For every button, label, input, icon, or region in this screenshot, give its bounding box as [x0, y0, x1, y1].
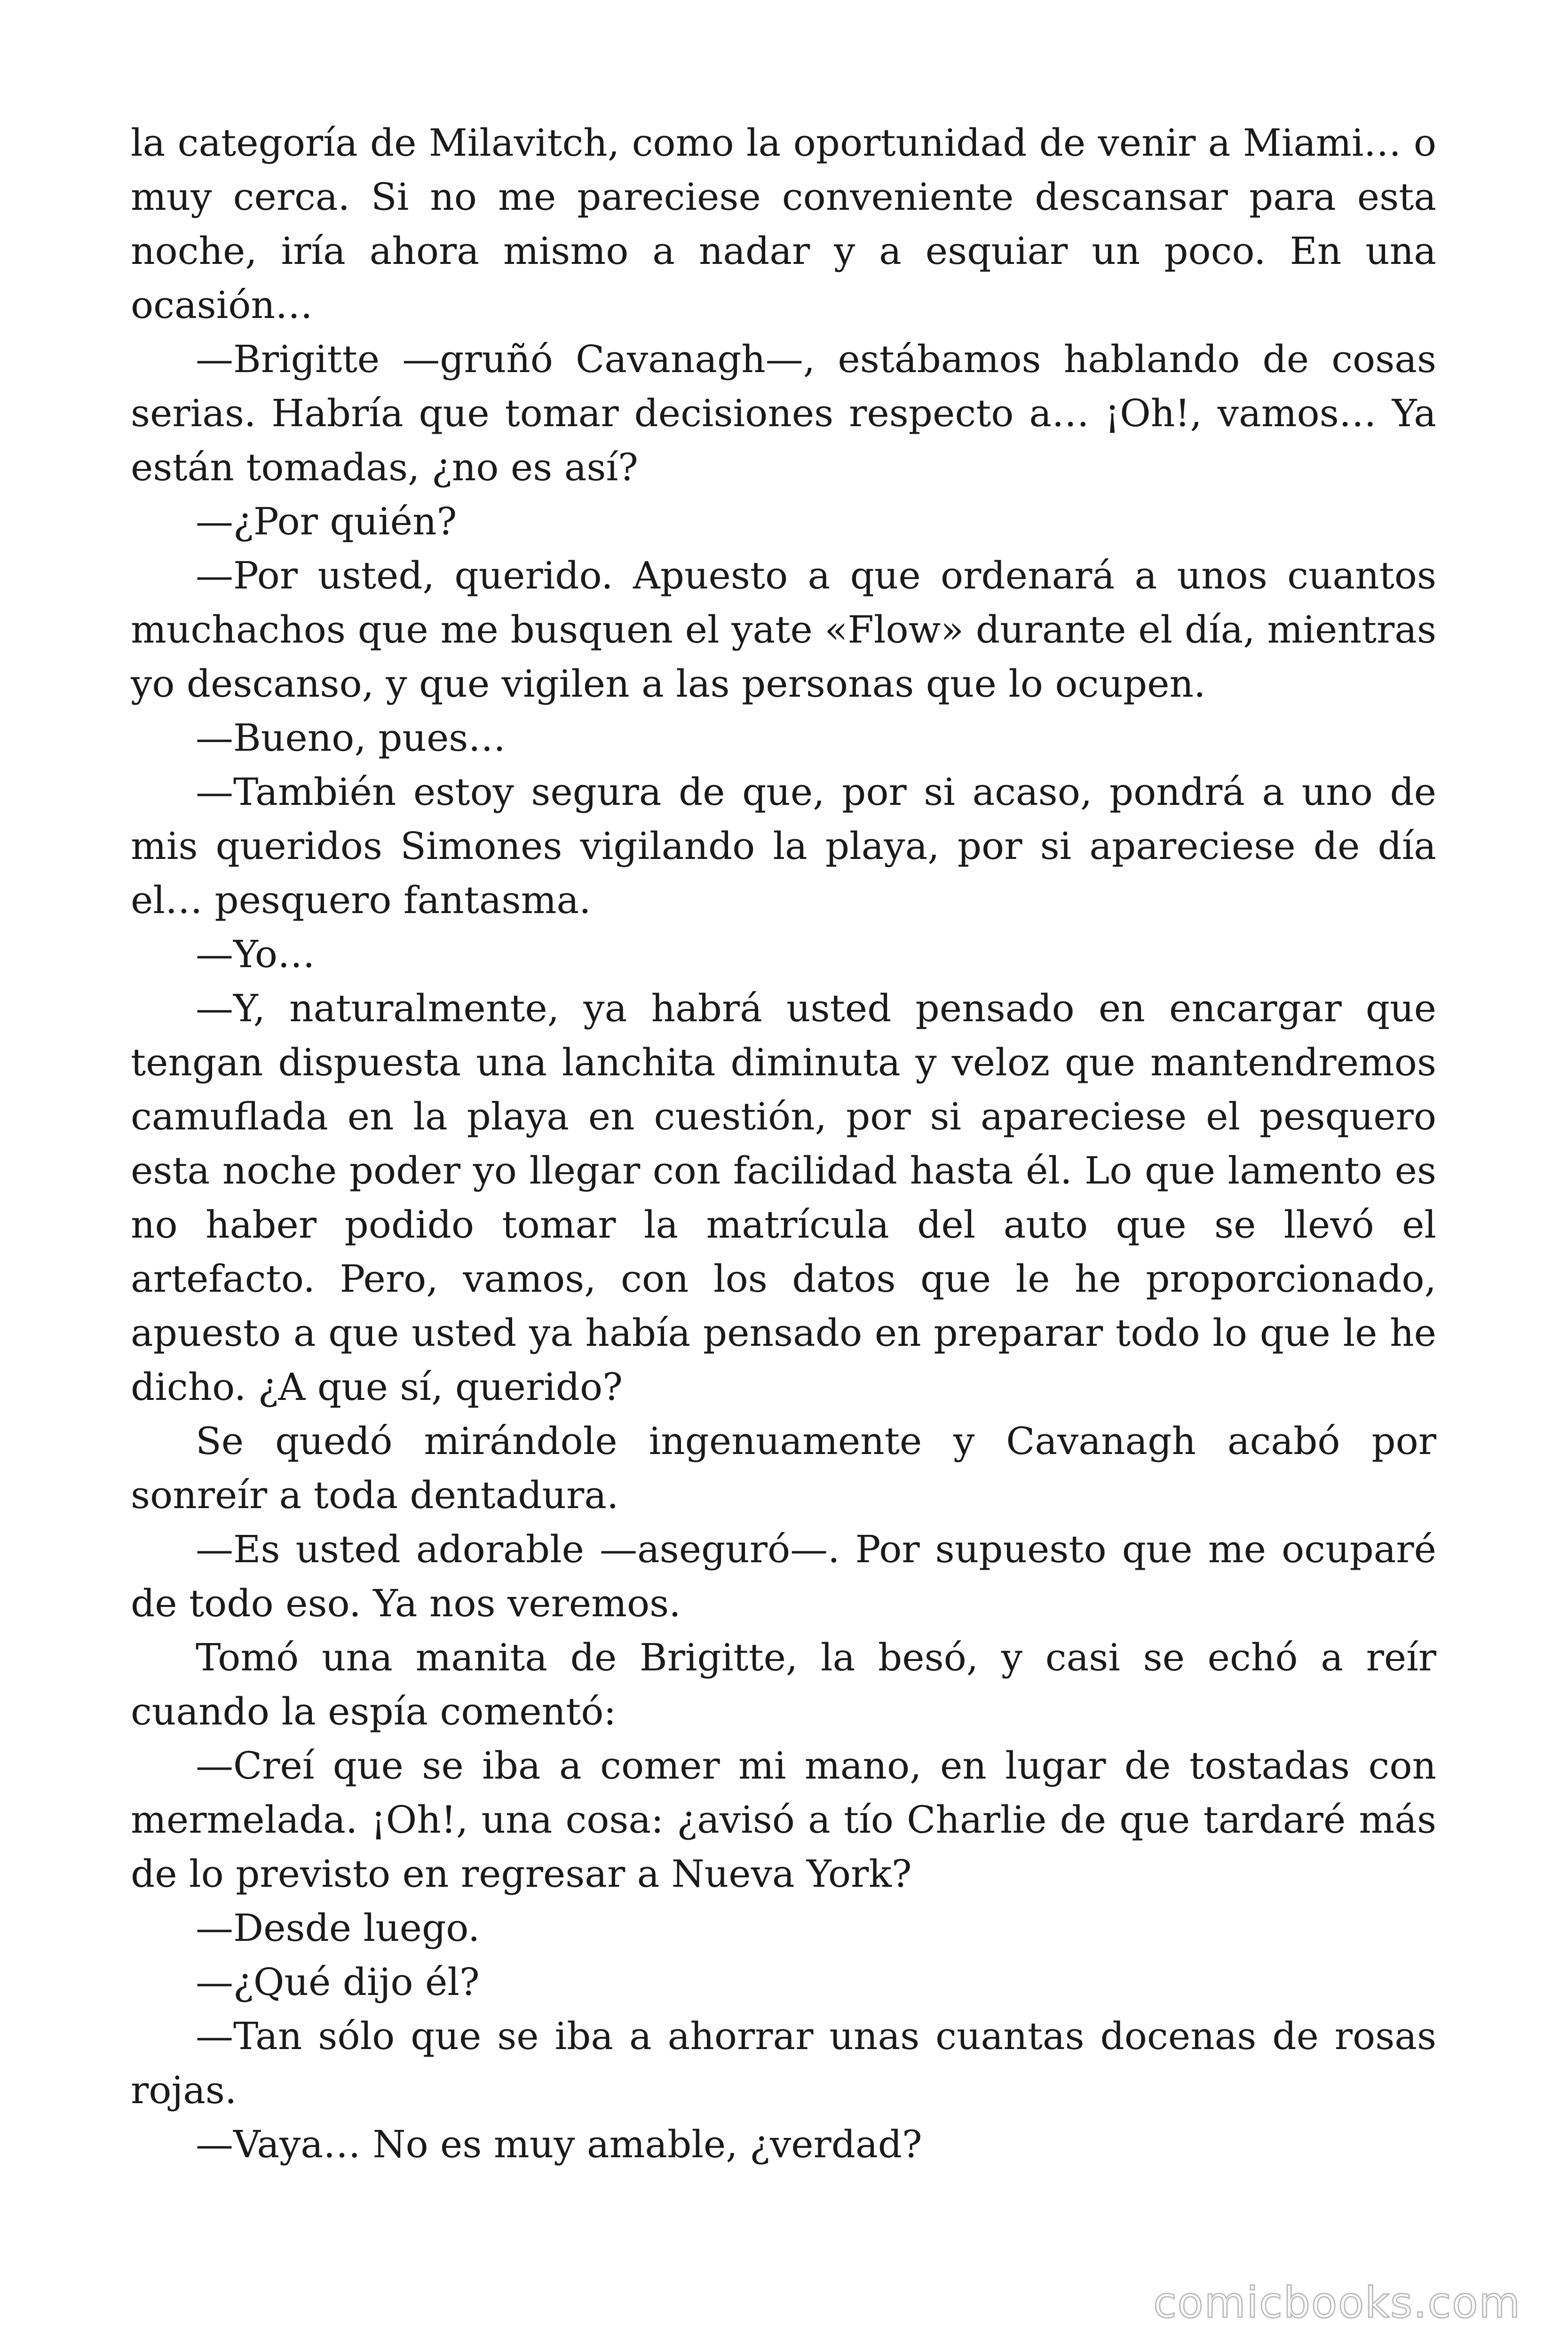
- paragraph: —Y, naturalmente, ya habrá usted pensado en encargar que tengan dispuesta una lanchita diminuta y veloz que mantendremos camuflada en la playa en cuestión, por si apareciese el pesquero esta noche poder yo llegar con facilidad hasta él. Lo que lamento es no haber podido tomar la matrícula del auto que se llevó el artefacto. Pero, vamos, con los datos que le he proporcionado, apuesto a que usted ya había pensado en preparar todo lo que le he dicho. ¿A que sí, querido?: [131, 986, 1436, 1409]
- paragraph: —Vaya… No es muy amable, ¿verdad?: [196, 2122, 922, 2166]
- paragraph: —Creí que se iba a comer mi mano, en lugar de tostadas con mermelada. ¡Oh!, una cosa: ¿avisó a tío Charlie de que tardaré más de lo previsto en regresar a Nueva York?: [131, 1744, 1436, 1896]
- paragraph: —¿Qué dijo él?: [196, 1960, 480, 2004]
- paragraph: Tomó una manita de Brigitte, la besó, y casi se echó a reír cuando la espía comentó:: [131, 1636, 1436, 1733]
- paragraph: —Es usted adorable —aseguró—. Por supuesto que me ocuparé de todo eso. Ya nos veremos.: [131, 1527, 1436, 1625]
- paragraph: la categoría de Milavitch, como la oportunidad de venir a Miami… o muy cerca. Si no me pareciese conveniente descansar para esta noche, iría ahora mismo a nadar y a esquiar un poco. En una ocasión…: [131, 121, 1436, 327]
- body-text: [131, 116, 1436, 2171]
- paragraph: Se quedó mirándole ingenuamente y Cavanagh acabó por sonreír a toda dentadura.: [131, 1419, 1436, 1517]
- paragraph: —También estoy segura de que, por si acaso, pondrá a uno de mis queridos Simones vigilando la playa, por si apareciese de día el… pesquero fantasma.: [131, 770, 1436, 922]
- paragraph: —¿Por quién?: [196, 500, 457, 543]
- paragraph: —Desde luego.: [196, 1906, 480, 1950]
- paragraph: —Por usted, querido. Apuesto a que ordenará a unos cuantos muchachos que me busquen el yate «Flow» durante el día, mientras yo descanso, y que vigilen a las personas que lo ocupen.: [131, 554, 1436, 706]
- paragraph: —Tan sólo que se iba a ahorrar unas cuantas docenas de rosas rojas.: [131, 2014, 1436, 2112]
- watermark: comicbooks.com: [1153, 2278, 1521, 2328]
- paragraph: —Brigitte —gruñó Cavanagh—, estábamos hablando de cosas serias. Habría que tomar decisiones respecto a… ¡Oh!, vamos… Ya están tomadas, ¿no es así?: [131, 337, 1436, 489]
- paragraph: —Bueno, pues…: [196, 716, 506, 760]
- paragraph: —Yo…: [196, 932, 316, 976]
